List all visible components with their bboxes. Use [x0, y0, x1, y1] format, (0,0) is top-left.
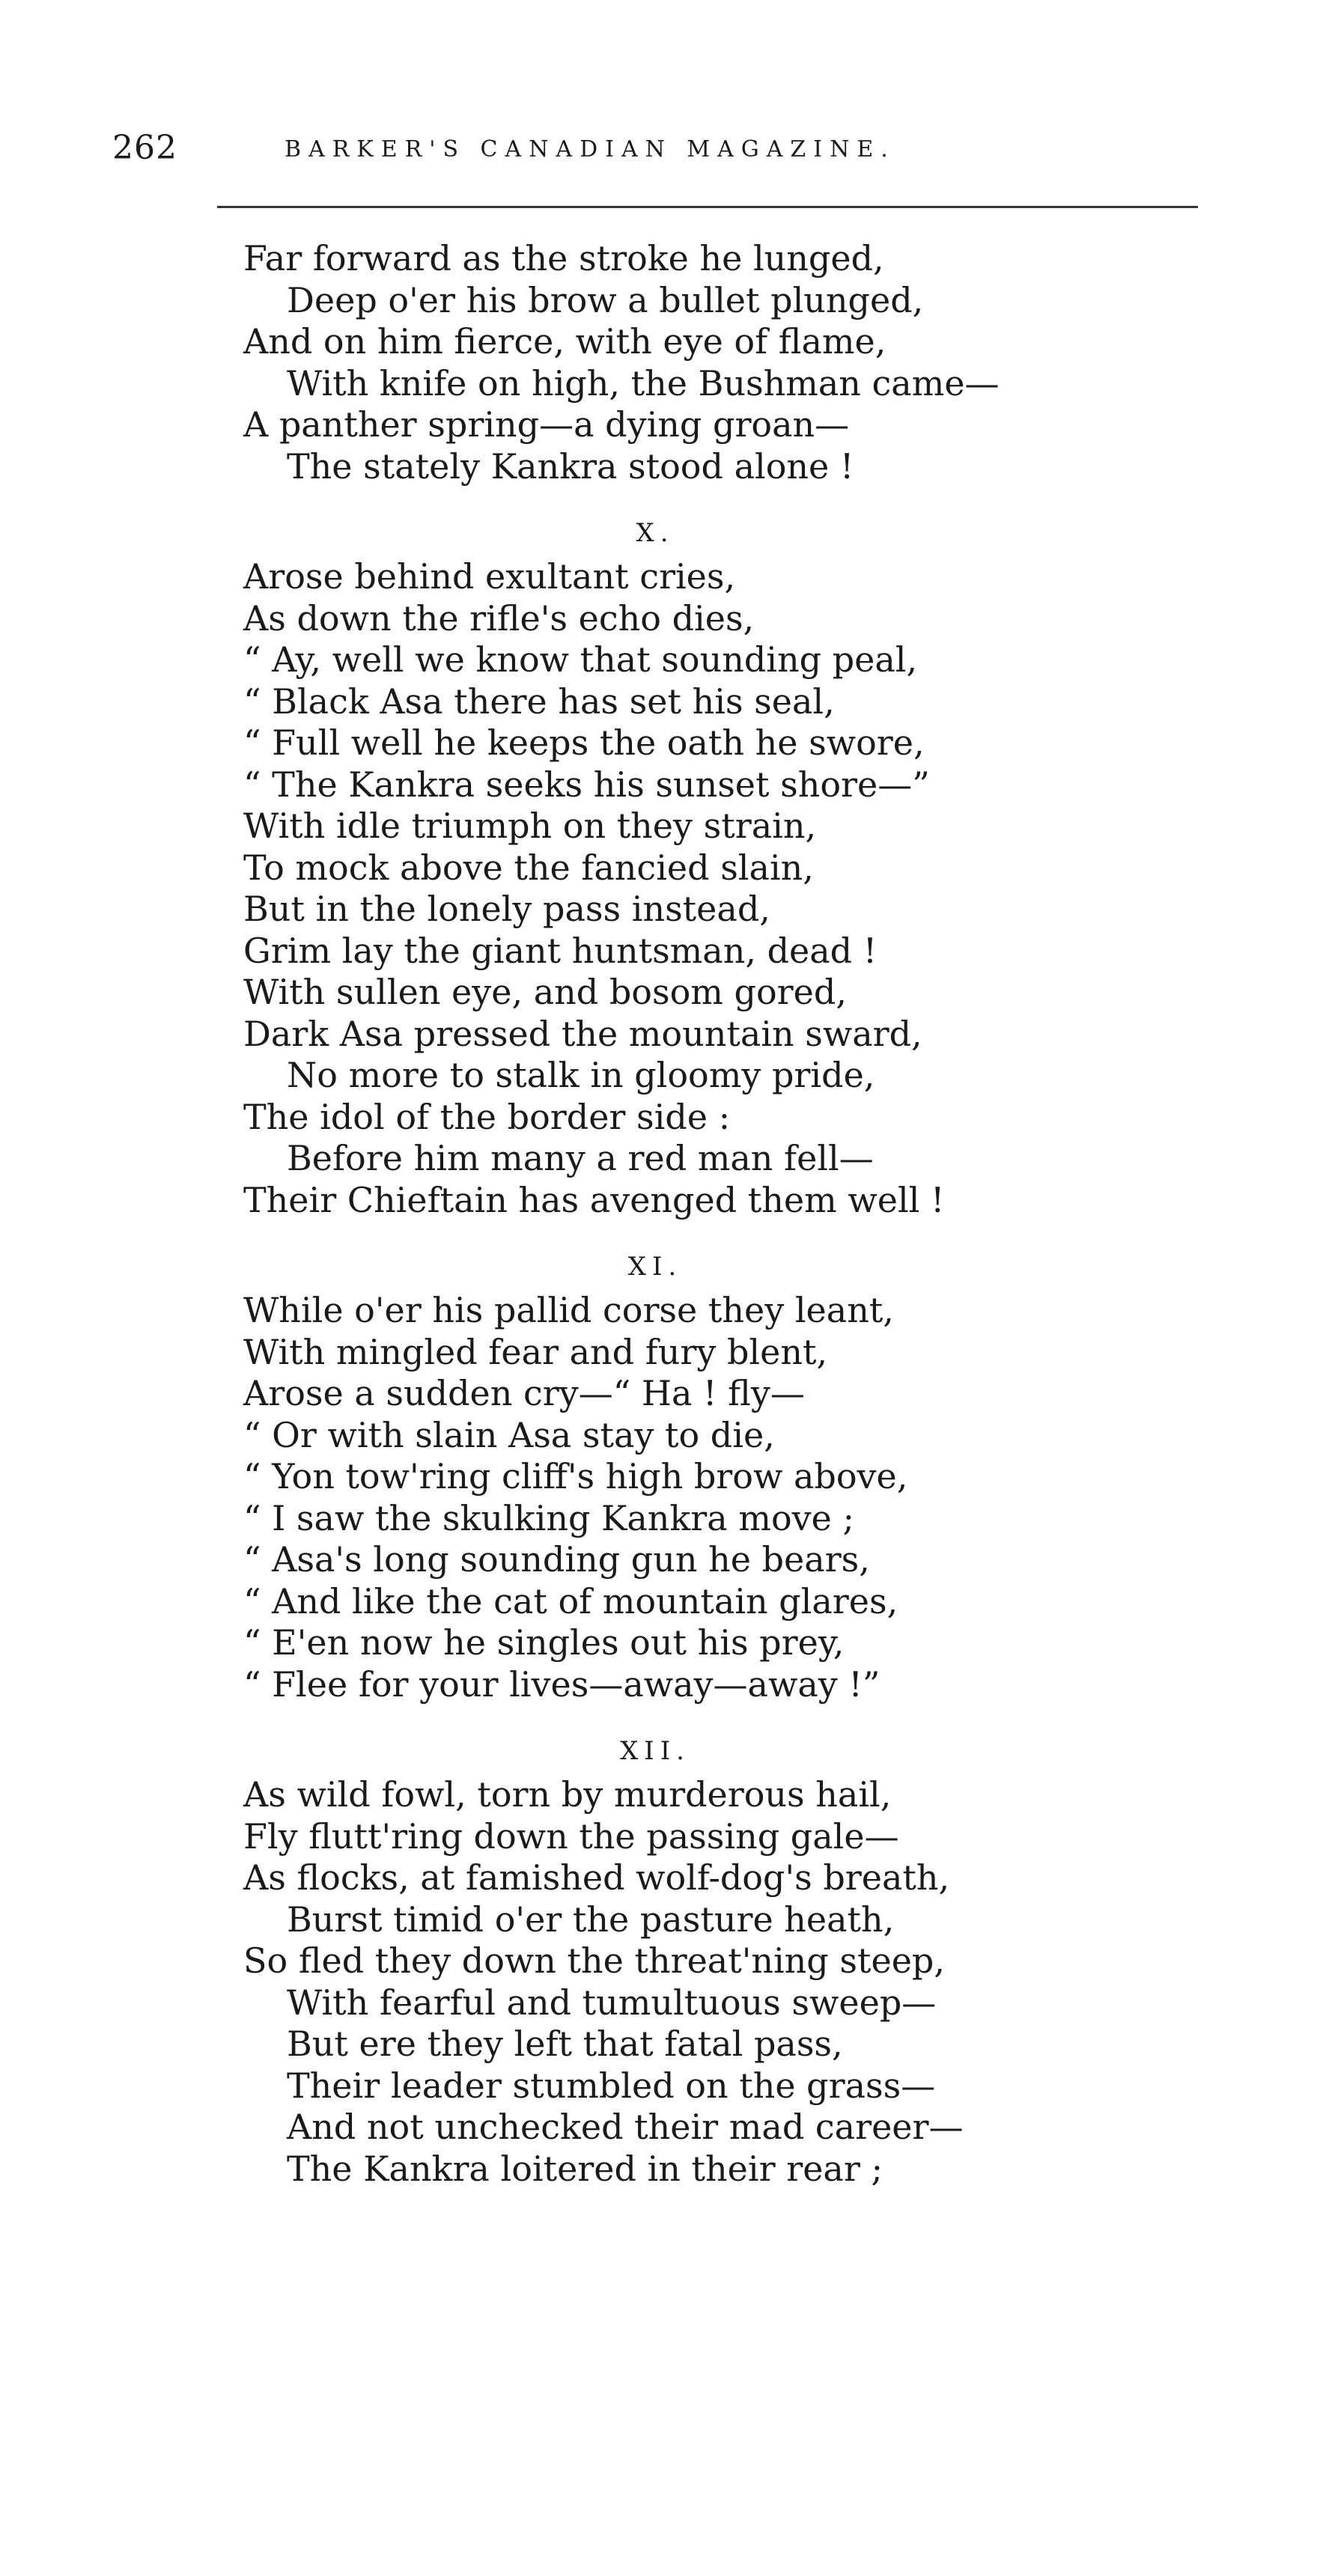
verse-line: With knife on high, the Bushman came— — [287, 362, 1000, 404]
verse-line: The idol of the border side : — [243, 1096, 731, 1137]
stanza — [243, 1221, 1217, 1705]
verse-line: Before him many a red man fell— — [287, 1138, 874, 1178]
verse-line: With fearful and tumultuous sweep— — [287, 1982, 937, 2023]
verse-line: As wild fowl, torn by murderous hail, — [243, 1774, 892, 1815]
verse-line: “ E'en now he singles out his prey, — [243, 1622, 845, 1663]
stanza — [243, 238, 1217, 487]
verse-line: Arose behind exultant cries, — [243, 556, 736, 597]
verse-line: With sullen eye, and bosom gored, — [243, 972, 847, 1012]
verse-line: “ Flee for your lives—away—away !” — [243, 1663, 880, 1705]
verse-line: Burst timid o'er the pasture heath, — [287, 1898, 895, 1940]
verse-line: Deep o'er his brow a bullet plunged, — [287, 279, 924, 320]
verse-line: “ I saw the skulking Kankra move ; — [243, 1497, 854, 1538]
page-header — [112, 129, 1175, 181]
header-rule — [217, 206, 1198, 208]
verse-line: The Kankra loitered in their rear ; — [287, 2148, 883, 2189]
stanza-lines — [243, 238, 1217, 487]
verse-line: “ And like the cat of mountain glares, — [243, 1580, 898, 1622]
stanza-number: X. — [636, 518, 675, 548]
stanza-lines — [243, 1774, 1217, 2190]
verse-line: Grim lay the giant huntsman, dead ! — [243, 930, 878, 971]
verse-line: But ere they left that fatal pass, — [287, 2024, 843, 2064]
verse-line: Arose a sudden cry—“ Ha ! fly— — [243, 1373, 805, 1413]
verse-line: “ Full well he keeps the oath he swore, — [243, 722, 925, 763]
verse-line: A panther spring—a dying groan— — [243, 404, 850, 445]
verse-line: With mingled fear and fury blent, — [243, 1331, 828, 1372]
verse-line: The stately Kankra stood alone ! — [287, 445, 854, 487]
page-number: 262 — [112, 129, 177, 167]
poem-body — [243, 238, 1217, 2190]
stanza-lines — [243, 1290, 1217, 1705]
verse-line: As down the rifle's echo dies, — [243, 597, 755, 639]
stanza — [243, 1705, 1217, 2190]
stanza-number: XII. — [620, 1736, 690, 1766]
stanza — [243, 487, 1217, 1221]
verse-line: Dark Asa pressed the mountain sward, — [243, 1013, 922, 1054]
stanza-lines — [243, 556, 1217, 1221]
verse-line: “ Ay, well we know that sounding peal, — [243, 639, 918, 680]
verse-line: So fled they down the threat'ning steep, — [243, 1940, 945, 1981]
stanza-number: XI. — [627, 1252, 683, 1282]
verse-line: But in the lonely pass instead, — [243, 889, 770, 929]
verse-line: No more to stalk in gloomy pride, — [287, 1055, 875, 1095]
verse-line: With idle triumph on they strain, — [243, 806, 817, 846]
verse-line: “ Or with slain Asa stay to die, — [243, 1414, 775, 1455]
verse-line: Far forward as the stroke he lunged, — [243, 238, 884, 278]
verse-line: To mock above the fancied slain, — [243, 847, 814, 888]
verse-line: Their leader stumbled on the grass— — [287, 2065, 936, 2106]
verse-line: “ The Kankra seeks his sunset shore—” — [243, 764, 930, 805]
verse-line: “ Yon tow'ring cliff's high brow above, — [243, 1456, 908, 1496]
verse-line: While o'er his pallid corse they leant, — [243, 1290, 894, 1330]
verse-line: Fly flutt'ring down the passing gale— — [243, 1815, 899, 1857]
verse-line: And not unchecked their mad career— — [287, 2107, 964, 2147]
verse-line: “ Black Asa there has set his seal, — [243, 680, 835, 722]
verse-line: “ Asa's long sounding gun he bears, — [243, 1539, 870, 1580]
verse-line: Their Chieftain has avenged them well ! — [243, 1179, 945, 1220]
verse-line: As flocks, at famished wolf-dog's breath, — [243, 1857, 950, 1898]
running-title: BARKER'S CANADIAN MAGAZINE. — [285, 136, 895, 162]
verse-line: And on him fierce, with eye of flame, — [243, 321, 886, 362]
